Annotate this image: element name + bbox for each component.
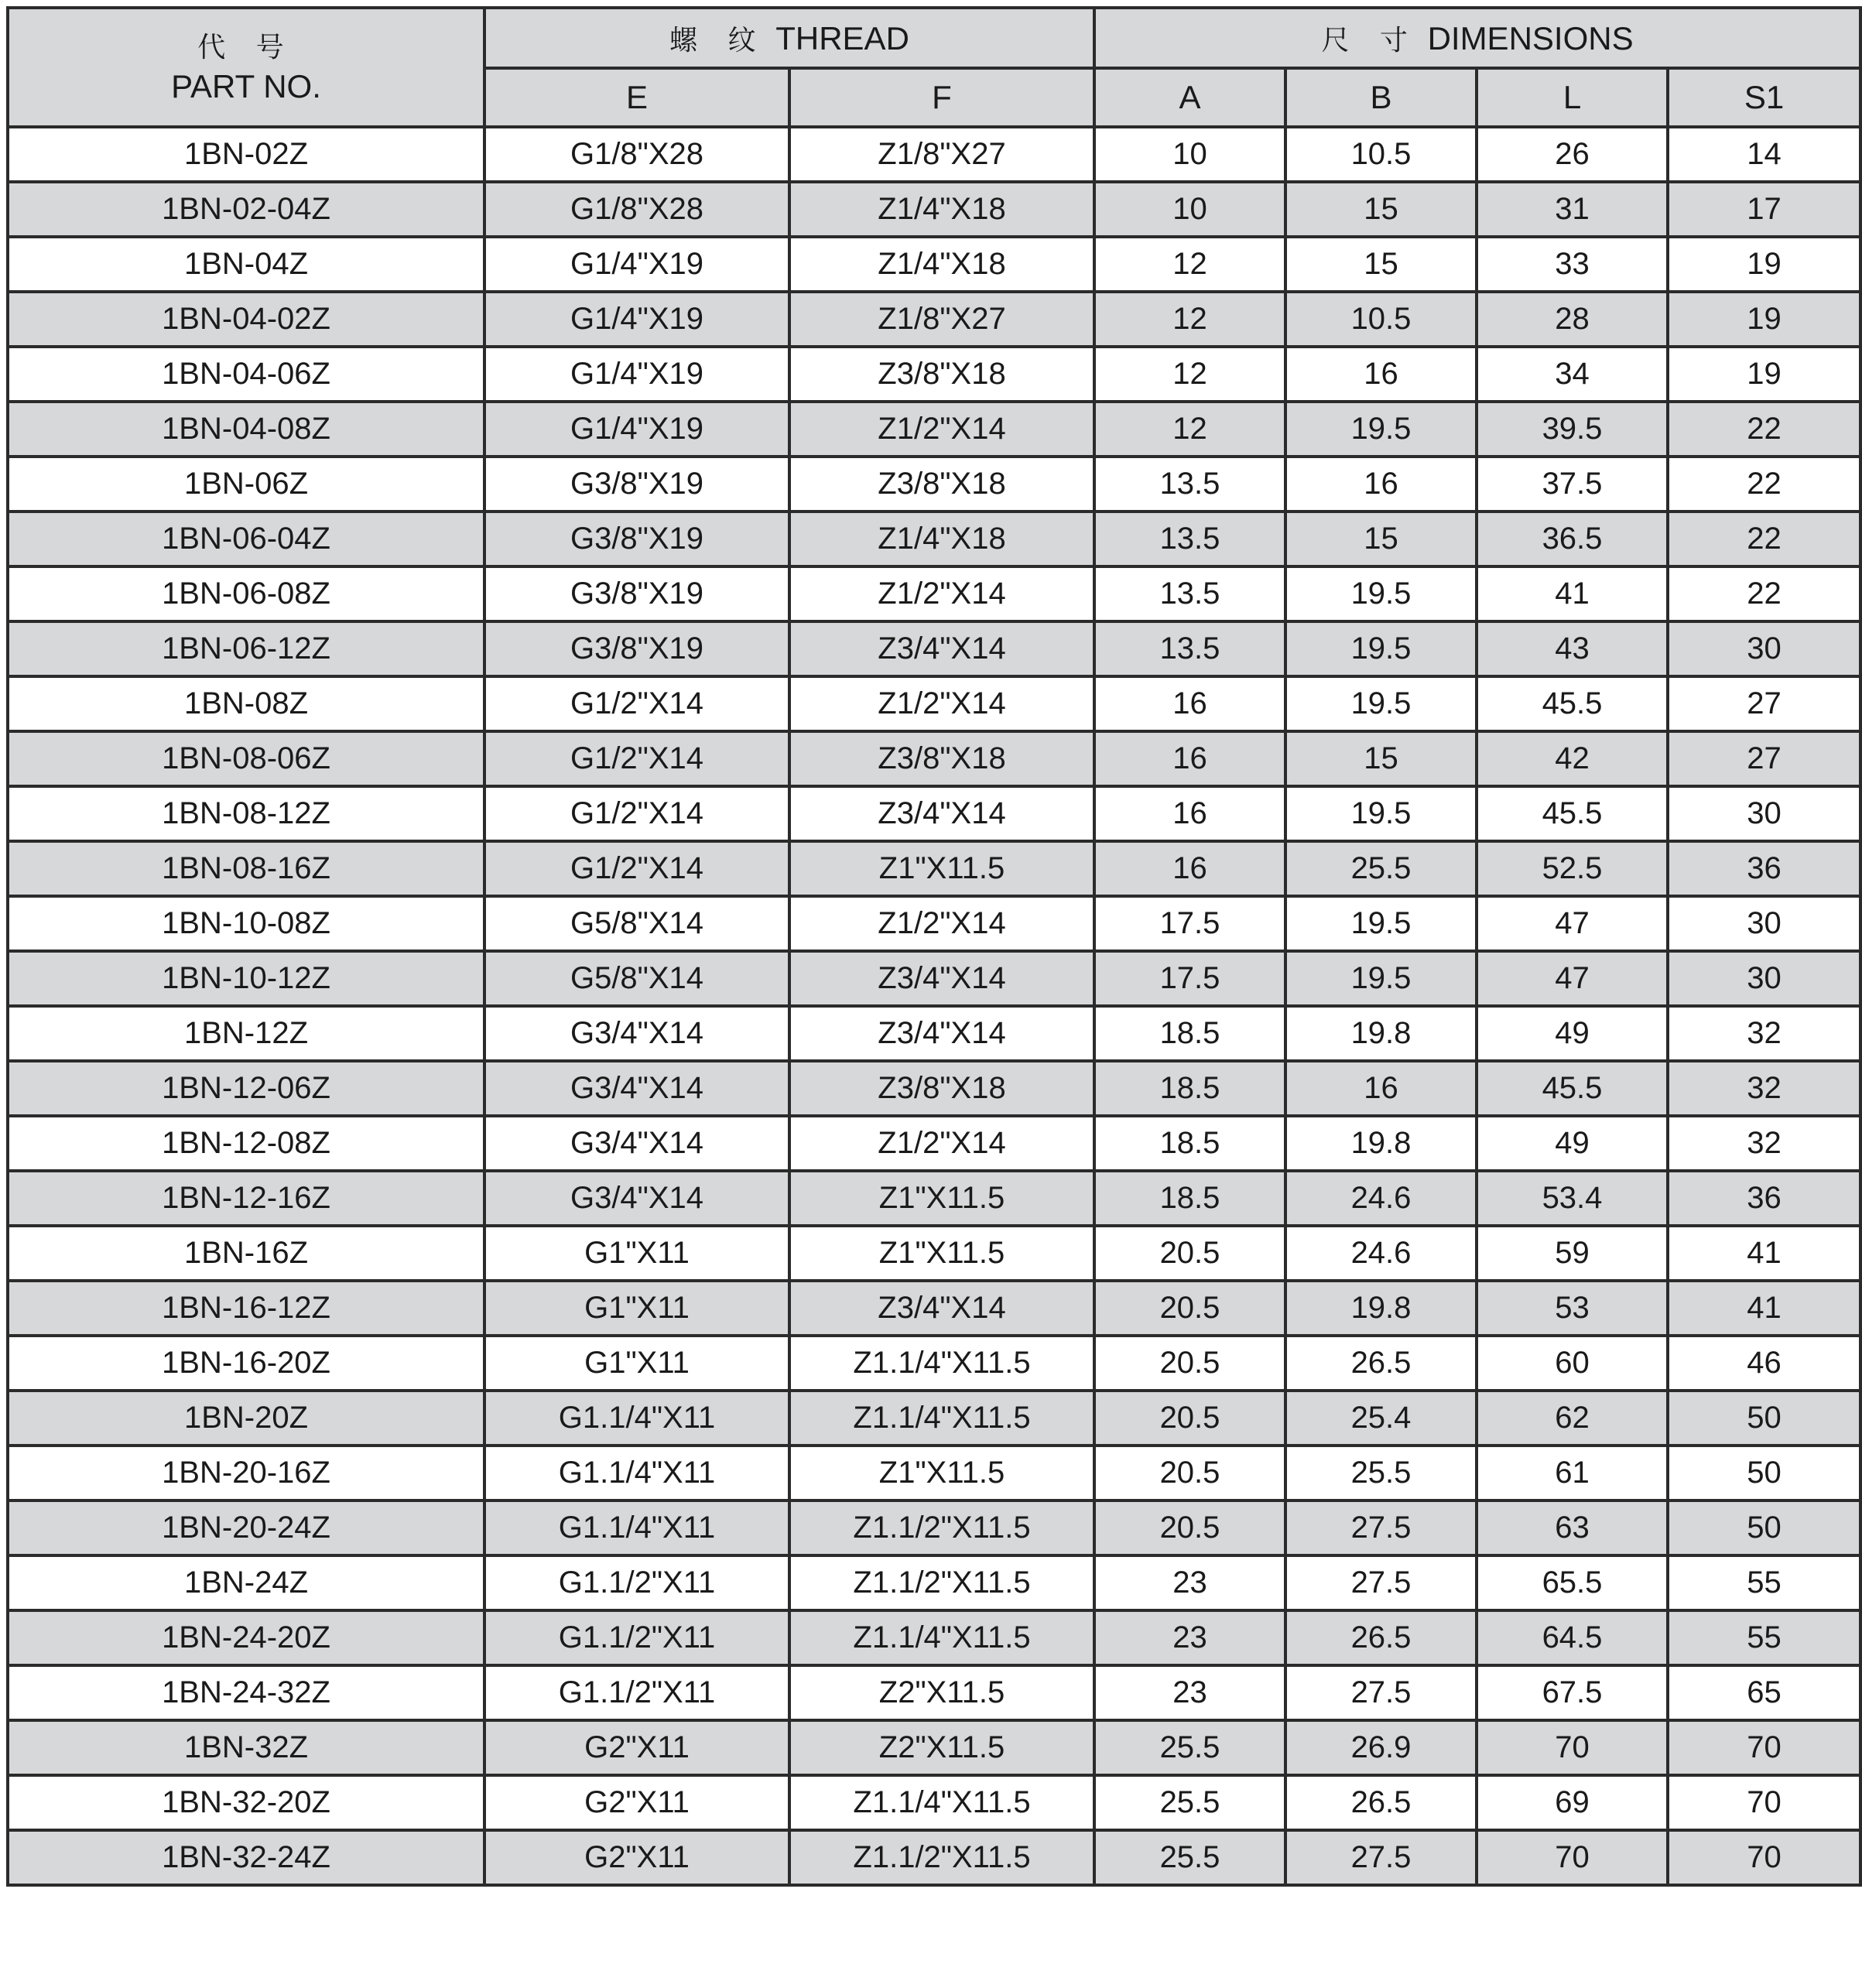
- thread-e-cell: G2"X11: [484, 1775, 789, 1830]
- dim-a-cell: 17.5: [1094, 951, 1285, 1006]
- dim-b-cell: 10.5: [1285, 292, 1477, 347]
- dim-a-cell: 25.5: [1094, 1830, 1285, 1885]
- thread-f-cell: Z1.1/4"X11.5: [789, 1336, 1094, 1391]
- table-row: [8, 1006, 1860, 1061]
- dim-s1-cell: 50: [1668, 1391, 1860, 1446]
- table-row: [8, 676, 1860, 731]
- part-no-cell: 1BN-16-20Z: [8, 1336, 484, 1391]
- header-thread-en: THREAD: [775, 19, 909, 56]
- dim-s1-cell: 27: [1668, 731, 1860, 786]
- part-no-cell: 1BN-12-16Z: [8, 1171, 484, 1226]
- thread-f-cell: Z1.1/4"X11.5: [789, 1775, 1094, 1830]
- table-row: [8, 951, 1860, 1006]
- dim-l-cell: 60: [1477, 1336, 1668, 1391]
- part-no-cell: 1BN-12-06Z: [8, 1061, 484, 1116]
- dim-l-cell: 70: [1477, 1830, 1668, 1885]
- dim-a-cell: 13.5: [1094, 512, 1285, 566]
- dim-a-cell: 25.5: [1094, 1775, 1285, 1830]
- part-no-cell: 1BN-32-24Z: [8, 1830, 484, 1885]
- dim-a-cell: 18.5: [1094, 1116, 1285, 1171]
- dim-l-cell: 42: [1477, 731, 1668, 786]
- table-row: [8, 1336, 1860, 1391]
- thread-f-cell: Z1/4"X18: [789, 182, 1094, 237]
- thread-e-cell: G1.1/2"X11: [484, 1610, 789, 1665]
- dim-s1-cell: 32: [1668, 1061, 1860, 1116]
- dim-a-cell: 10: [1094, 127, 1285, 182]
- dim-a-cell: 16: [1094, 676, 1285, 731]
- dim-a-cell: 23: [1094, 1665, 1285, 1720]
- dim-b-cell: 19.5: [1285, 621, 1477, 676]
- thread-e-cell: G1.1/4"X11: [484, 1500, 789, 1555]
- thread-f-cell: Z3/8"X18: [789, 457, 1094, 512]
- part-no-cell: 1BN-20-16Z: [8, 1446, 484, 1500]
- dim-l-cell: 70: [1477, 1720, 1668, 1775]
- dim-l-cell: 41: [1477, 566, 1668, 621]
- thread-f-cell: Z1/8"X27: [789, 127, 1094, 182]
- dim-l-cell: 34: [1477, 347, 1668, 402]
- table-row: [8, 1391, 1860, 1446]
- dim-b-cell: 15: [1285, 731, 1477, 786]
- header-dim-cn: 尺 寸: [1321, 24, 1419, 56]
- dim-a-cell: 18.5: [1094, 1061, 1285, 1116]
- thread-f-cell: Z1.1/4"X11.5: [789, 1391, 1094, 1446]
- dim-a-cell: 12: [1094, 237, 1285, 292]
- thread-f-cell: Z1/4"X18: [789, 512, 1094, 566]
- dim-a-cell: 20.5: [1094, 1336, 1285, 1391]
- dim-l-cell: 47: [1477, 896, 1668, 951]
- dim-a-cell: 13.5: [1094, 566, 1285, 621]
- part-no-cell: 1BN-32Z: [8, 1720, 484, 1775]
- dim-l-cell: 47: [1477, 951, 1668, 1006]
- thread-e-cell: G1.1/4"X11: [484, 1391, 789, 1446]
- part-no-cell: 1BN-12-08Z: [8, 1116, 484, 1171]
- thread-e-cell: G1"X11: [484, 1281, 789, 1336]
- part-no-cell: 1BN-24Z: [8, 1555, 484, 1610]
- dim-b-cell: 26.5: [1285, 1336, 1477, 1391]
- thread-f-cell: Z3/4"X14: [789, 951, 1094, 1006]
- thread-f-cell: Z3/4"X14: [789, 1006, 1094, 1061]
- dim-s1-cell: 22: [1668, 402, 1860, 457]
- table-row: [8, 402, 1860, 457]
- part-no-cell: 1BN-06-04Z: [8, 512, 484, 566]
- dim-l-cell: 37.5: [1477, 457, 1668, 512]
- dim-b-cell: 19.8: [1285, 1116, 1477, 1171]
- header-row-top: [8, 8, 1860, 68]
- dim-a-cell: 18.5: [1094, 1171, 1285, 1226]
- dim-b-cell: 15: [1285, 182, 1477, 237]
- dim-b-cell: 10.5: [1285, 127, 1477, 182]
- dim-s1-cell: 14: [1668, 127, 1860, 182]
- dim-s1-cell: 50: [1668, 1446, 1860, 1500]
- dim-l-cell: 31: [1477, 182, 1668, 237]
- dim-s1-cell: 22: [1668, 457, 1860, 512]
- dim-l-cell: 39.5: [1477, 402, 1668, 457]
- thread-e-cell: G3/4"X14: [484, 1061, 789, 1116]
- dim-s1-cell: 19: [1668, 292, 1860, 347]
- thread-e-cell: G3/8"X19: [484, 621, 789, 676]
- part-no-cell: 1BN-06-08Z: [8, 566, 484, 621]
- thread-e-cell: G3/4"X14: [484, 1116, 789, 1171]
- dim-b-cell: 25.5: [1285, 841, 1477, 896]
- thread-e-cell: G5/8"X14: [484, 896, 789, 951]
- part-no-cell: 1BN-02Z: [8, 127, 484, 182]
- part-no-cell: 1BN-20Z: [8, 1391, 484, 1446]
- table-row: [8, 1446, 1860, 1500]
- part-no-cell: 1BN-08-06Z: [8, 731, 484, 786]
- table-row: [8, 1226, 1860, 1281]
- dim-a-cell: 17.5: [1094, 896, 1285, 951]
- dim-l-cell: 28: [1477, 292, 1668, 347]
- table-row: [8, 1665, 1860, 1720]
- dim-l-cell: 64.5: [1477, 1610, 1668, 1665]
- part-no-cell: 1BN-04Z: [8, 237, 484, 292]
- dim-s1-cell: 27: [1668, 676, 1860, 731]
- table-row: [8, 347, 1860, 402]
- thread-f-cell: Z1.1/2"X11.5: [789, 1830, 1094, 1885]
- header-col-e: E: [484, 68, 789, 127]
- thread-e-cell: G1/4"X19: [484, 237, 789, 292]
- table-row: [8, 1116, 1860, 1171]
- dim-b-cell: 25.5: [1285, 1446, 1477, 1500]
- thread-f-cell: Z1"X11.5: [789, 1446, 1094, 1500]
- dim-a-cell: 16: [1094, 731, 1285, 786]
- thread-f-cell: Z1/2"X14: [789, 896, 1094, 951]
- thread-e-cell: G1.1/2"X11: [484, 1555, 789, 1610]
- thread-f-cell: Z3/4"X14: [789, 621, 1094, 676]
- dim-l-cell: 43: [1477, 621, 1668, 676]
- dim-a-cell: 20.5: [1094, 1281, 1285, 1336]
- thread-e-cell: G1.1/2"X11: [484, 1665, 789, 1720]
- dim-b-cell: 26.5: [1285, 1610, 1477, 1665]
- dim-s1-cell: 70: [1668, 1830, 1860, 1885]
- table-row: [8, 1171, 1860, 1226]
- thread-f-cell: Z1"X11.5: [789, 1226, 1094, 1281]
- dim-s1-cell: 30: [1668, 621, 1860, 676]
- thread-f-cell: Z1/2"X14: [789, 676, 1094, 731]
- dim-b-cell: 19.5: [1285, 676, 1477, 731]
- table-row: [8, 1555, 1860, 1610]
- thread-f-cell: Z3/4"X14: [789, 786, 1094, 841]
- part-no-cell: 1BN-16Z: [8, 1226, 484, 1281]
- dim-b-cell: 16: [1285, 1061, 1477, 1116]
- dim-a-cell: 13.5: [1094, 457, 1285, 512]
- part-no-cell: 1BN-32-20Z: [8, 1775, 484, 1830]
- dim-b-cell: 27.5: [1285, 1555, 1477, 1610]
- dim-b-cell: 26.5: [1285, 1775, 1477, 1830]
- dim-s1-cell: 19: [1668, 347, 1860, 402]
- dim-l-cell: 63: [1477, 1500, 1668, 1555]
- thread-f-cell: Z3/8"X18: [789, 731, 1094, 786]
- thread-e-cell: G1.1/4"X11: [484, 1446, 789, 1500]
- table-row: [8, 292, 1860, 347]
- part-no-cell: 1BN-04-02Z: [8, 292, 484, 347]
- thread-f-cell: Z3/8"X18: [789, 347, 1094, 402]
- thread-e-cell: G1/8"X28: [484, 182, 789, 237]
- dim-b-cell: 19.8: [1285, 1006, 1477, 1061]
- header-dim-en: DIMENSIONS: [1427, 19, 1634, 56]
- table-row: [8, 457, 1860, 512]
- dim-s1-cell: 36: [1668, 1171, 1860, 1226]
- dim-s1-cell: 22: [1668, 566, 1860, 621]
- header-dimensions: [1094, 8, 1860, 68]
- dim-b-cell: 16: [1285, 347, 1477, 402]
- dim-b-cell: 19.5: [1285, 566, 1477, 621]
- dim-a-cell: 20.5: [1094, 1500, 1285, 1555]
- thread-f-cell: Z2"X11.5: [789, 1665, 1094, 1720]
- header-part-cn: 代 号: [197, 32, 295, 63]
- header-part-en: PART NO.: [171, 68, 321, 104]
- table-row: [8, 896, 1860, 951]
- dim-s1-cell: 30: [1668, 896, 1860, 951]
- table-row: [8, 566, 1860, 621]
- dim-b-cell: 19.8: [1285, 1281, 1477, 1336]
- dim-a-cell: 12: [1094, 347, 1285, 402]
- dim-l-cell: 65.5: [1477, 1555, 1668, 1610]
- dim-s1-cell: 41: [1668, 1281, 1860, 1336]
- header-thread: [484, 8, 1094, 68]
- table-row: [8, 237, 1860, 292]
- dim-a-cell: 12: [1094, 402, 1285, 457]
- table-row: [8, 1500, 1860, 1555]
- dim-l-cell: 45.5: [1477, 786, 1668, 841]
- thread-e-cell: G3/8"X19: [484, 512, 789, 566]
- dim-s1-cell: 30: [1668, 951, 1860, 1006]
- thread-e-cell: G3/4"X14: [484, 1006, 789, 1061]
- table-row: [8, 127, 1860, 182]
- thread-e-cell: G1/2"X14: [484, 786, 789, 841]
- dim-b-cell: 19.5: [1285, 786, 1477, 841]
- thread-f-cell: Z1.1/2"X11.5: [789, 1500, 1094, 1555]
- thread-e-cell: G1/4"X19: [484, 402, 789, 457]
- dim-l-cell: 67.5: [1477, 1665, 1668, 1720]
- part-no-cell: 1BN-02-04Z: [8, 182, 484, 237]
- dim-a-cell: 23: [1094, 1610, 1285, 1665]
- thread-f-cell: Z3/8"X18: [789, 1061, 1094, 1116]
- dim-l-cell: 49: [1477, 1006, 1668, 1061]
- dim-a-cell: 16: [1094, 841, 1285, 896]
- dim-l-cell: 45.5: [1477, 1061, 1668, 1116]
- thread-e-cell: G5/8"X14: [484, 951, 789, 1006]
- dim-b-cell: 15: [1285, 512, 1477, 566]
- header-col-s1: S1: [1668, 68, 1860, 127]
- dim-s1-cell: 55: [1668, 1555, 1860, 1610]
- dim-s1-cell: 41: [1668, 1226, 1860, 1281]
- thread-f-cell: Z1/4"X18: [789, 237, 1094, 292]
- part-no-cell: 1BN-08Z: [8, 676, 484, 731]
- dim-b-cell: 24.6: [1285, 1226, 1477, 1281]
- dim-b-cell: 16: [1285, 457, 1477, 512]
- dim-a-cell: 20.5: [1094, 1391, 1285, 1446]
- dim-s1-cell: 22: [1668, 512, 1860, 566]
- thread-e-cell: G1/4"X19: [484, 292, 789, 347]
- dim-b-cell: 19.5: [1285, 951, 1477, 1006]
- thread-e-cell: G3/8"X19: [484, 566, 789, 621]
- dim-s1-cell: 32: [1668, 1116, 1860, 1171]
- thread-e-cell: G1/2"X14: [484, 841, 789, 896]
- part-no-cell: 1BN-04-06Z: [8, 347, 484, 402]
- table-row: [8, 621, 1860, 676]
- dim-l-cell: 59: [1477, 1226, 1668, 1281]
- dim-l-cell: 53: [1477, 1281, 1668, 1336]
- header-part-no: [8, 8, 484, 127]
- thread-e-cell: G3/4"X14: [484, 1171, 789, 1226]
- dim-b-cell: 15: [1285, 237, 1477, 292]
- header-thread-cn: 螺 纹: [669, 24, 767, 56]
- dim-a-cell: 25.5: [1094, 1720, 1285, 1775]
- dim-b-cell: 27.5: [1285, 1830, 1477, 1885]
- dim-l-cell: 62: [1477, 1391, 1668, 1446]
- part-no-cell: 1BN-24-20Z: [8, 1610, 484, 1665]
- table-row: [8, 1061, 1860, 1116]
- thread-f-cell: Z1"X11.5: [789, 841, 1094, 896]
- part-no-cell: 1BN-08-12Z: [8, 786, 484, 841]
- dim-s1-cell: 50: [1668, 1500, 1860, 1555]
- thread-f-cell: Z1.1/4"X11.5: [789, 1610, 1094, 1665]
- header-col-l: L: [1477, 68, 1668, 127]
- dim-s1-cell: 70: [1668, 1720, 1860, 1775]
- dim-l-cell: 33: [1477, 237, 1668, 292]
- table-row: [8, 841, 1860, 896]
- table-row: [8, 1720, 1860, 1775]
- thread-f-cell: Z3/4"X14: [789, 1281, 1094, 1336]
- dim-b-cell: 19.5: [1285, 402, 1477, 457]
- thread-f-cell: Z1/2"X14: [789, 402, 1094, 457]
- dim-a-cell: 10: [1094, 182, 1285, 237]
- table-row: [8, 786, 1860, 841]
- dim-l-cell: 36.5: [1477, 512, 1668, 566]
- dim-s1-cell: 55: [1668, 1610, 1860, 1665]
- thread-e-cell: G3/8"X19: [484, 457, 789, 512]
- part-no-cell: 1BN-24-32Z: [8, 1665, 484, 1720]
- header-col-a: A: [1094, 68, 1285, 127]
- thread-e-cell: G2"X11: [484, 1830, 789, 1885]
- dim-b-cell: 26.9: [1285, 1720, 1477, 1775]
- part-no-cell: 1BN-06Z: [8, 457, 484, 512]
- thread-f-cell: Z1/8"X27: [789, 292, 1094, 347]
- spec-table: [6, 6, 1862, 1887]
- header-col-f: F: [789, 68, 1094, 127]
- dim-s1-cell: 70: [1668, 1775, 1860, 1830]
- table-row: [8, 1830, 1860, 1885]
- table-row: [8, 731, 1860, 786]
- dim-a-cell: 23: [1094, 1555, 1285, 1610]
- thread-f-cell: Z2"X11.5: [789, 1720, 1094, 1775]
- thread-f-cell: Z1.1/2"X11.5: [789, 1555, 1094, 1610]
- dim-b-cell: 19.5: [1285, 896, 1477, 951]
- dim-l-cell: 69: [1477, 1775, 1668, 1830]
- dim-b-cell: 24.6: [1285, 1171, 1477, 1226]
- dim-s1-cell: 17: [1668, 182, 1860, 237]
- thread-f-cell: Z1"X11.5: [789, 1171, 1094, 1226]
- dim-b-cell: 27.5: [1285, 1500, 1477, 1555]
- dim-s1-cell: 30: [1668, 786, 1860, 841]
- dim-l-cell: 45.5: [1477, 676, 1668, 731]
- dim-s1-cell: 65: [1668, 1665, 1860, 1720]
- part-no-cell: 1BN-12Z: [8, 1006, 484, 1061]
- dim-l-cell: 26: [1477, 127, 1668, 182]
- part-no-cell: 1BN-06-12Z: [8, 621, 484, 676]
- dim-b-cell: 25.4: [1285, 1391, 1477, 1446]
- thread-e-cell: G1/4"X19: [484, 347, 789, 402]
- dim-s1-cell: 19: [1668, 237, 1860, 292]
- dim-a-cell: 18.5: [1094, 1006, 1285, 1061]
- part-no-cell: 1BN-08-16Z: [8, 841, 484, 896]
- table-row: [8, 1281, 1860, 1336]
- dim-a-cell: 20.5: [1094, 1226, 1285, 1281]
- thread-f-cell: Z1/2"X14: [789, 1116, 1094, 1171]
- table-body: [8, 127, 1860, 1885]
- dim-l-cell: 49: [1477, 1116, 1668, 1171]
- dim-a-cell: 12: [1094, 292, 1285, 347]
- part-no-cell: 1BN-04-08Z: [8, 402, 484, 457]
- dim-s1-cell: 46: [1668, 1336, 1860, 1391]
- thread-e-cell: G1/8"X28: [484, 127, 789, 182]
- dim-a-cell: 13.5: [1094, 621, 1285, 676]
- dim-a-cell: 16: [1094, 786, 1285, 841]
- thread-e-cell: G1/2"X14: [484, 731, 789, 786]
- dim-l-cell: 61: [1477, 1446, 1668, 1500]
- table-row: [8, 182, 1860, 237]
- thread-f-cell: Z1/2"X14: [789, 566, 1094, 621]
- part-no-cell: 1BN-16-12Z: [8, 1281, 484, 1336]
- dim-s1-cell: 32: [1668, 1006, 1860, 1061]
- dim-s1-cell: 36: [1668, 841, 1860, 896]
- dim-l-cell: 52.5: [1477, 841, 1668, 896]
- dim-a-cell: 20.5: [1094, 1446, 1285, 1500]
- part-no-cell: 1BN-10-08Z: [8, 896, 484, 951]
- thread-e-cell: G1"X11: [484, 1226, 789, 1281]
- thread-e-cell: G1/2"X14: [484, 676, 789, 731]
- dim-b-cell: 27.5: [1285, 1665, 1477, 1720]
- part-no-cell: 1BN-20-24Z: [8, 1500, 484, 1555]
- header-col-b: B: [1285, 68, 1477, 127]
- thread-e-cell: G2"X11: [484, 1720, 789, 1775]
- dim-l-cell: 53.4: [1477, 1171, 1668, 1226]
- part-no-cell: 1BN-10-12Z: [8, 951, 484, 1006]
- table-row: [8, 1610, 1860, 1665]
- table-row: [8, 1775, 1860, 1830]
- table-row: [8, 512, 1860, 566]
- thread-e-cell: G1"X11: [484, 1336, 789, 1391]
